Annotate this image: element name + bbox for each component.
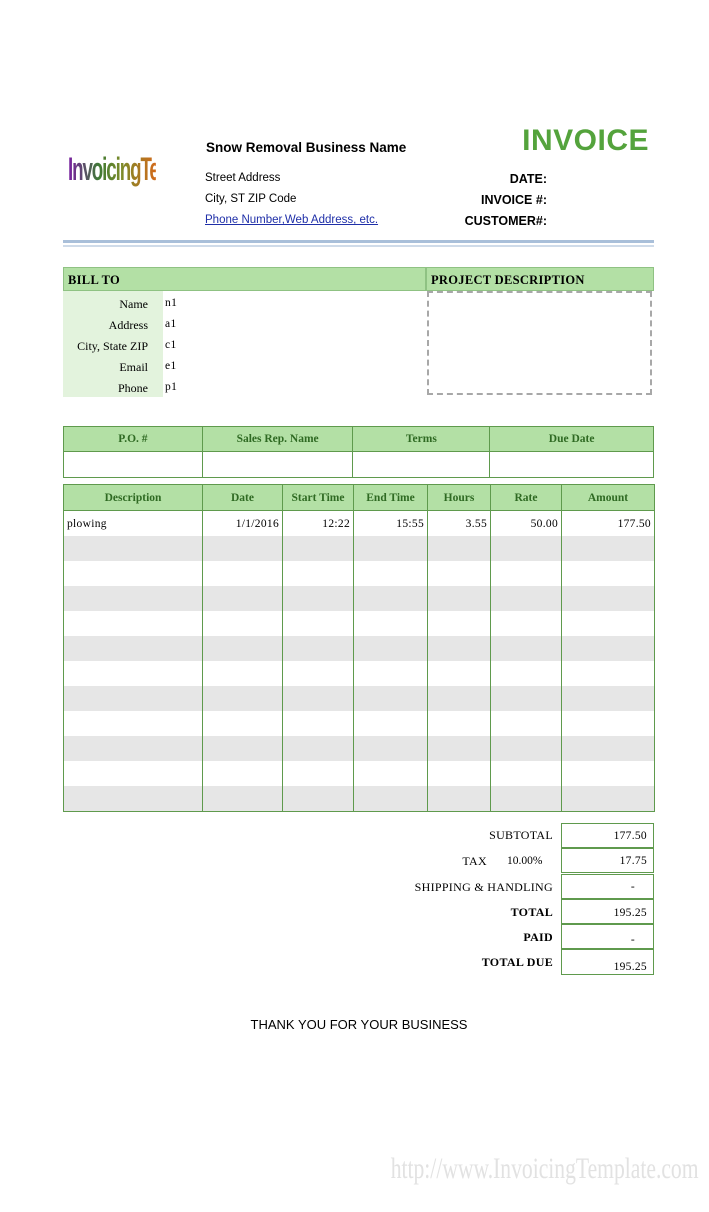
city-state-zip-value[interactable]: c1 bbox=[165, 339, 177, 351]
sales-rep-header: Sales Rep. Name bbox=[202, 427, 353, 452]
table-row bbox=[64, 511, 655, 537]
total-due-label: TOTAL DUE bbox=[481, 955, 553, 969]
line-items-table bbox=[63, 484, 655, 812]
tax-label: TAX bbox=[462, 854, 487, 868]
po-number-cell[interactable] bbox=[64, 452, 203, 478]
table-row[interactable] bbox=[64, 636, 655, 661]
table-row[interactable] bbox=[64, 586, 655, 611]
thank-you-message: THANK YOU FOR YOUR BUSINESS bbox=[250, 1017, 468, 1032]
terms-cell[interactable] bbox=[353, 452, 490, 478]
shipping-box[interactable] bbox=[561, 874, 654, 899]
customer-number-label: CUSTOMER#: bbox=[464, 214, 547, 228]
header-divider bbox=[63, 240, 654, 243]
table-row[interactable] bbox=[64, 561, 655, 586]
date-label: DATE: bbox=[509, 172, 547, 186]
total-due-value: 195.25 bbox=[613, 961, 647, 973]
table-row[interactable] bbox=[64, 736, 655, 761]
tax-rate[interactable]: 10.00% bbox=[507, 855, 543, 867]
total-label: TOTAL bbox=[510, 905, 553, 919]
bill-to-header bbox=[63, 267, 426, 291]
shipping-label: SHIPPING & HANDLING bbox=[414, 880, 553, 894]
invoice-title: INVOICE bbox=[522, 124, 649, 157]
paid-box[interactable] bbox=[561, 924, 654, 949]
subtotal-box bbox=[561, 823, 654, 848]
item-date[interactable]: 1/1/2016 bbox=[203, 511, 283, 537]
paid-value: - bbox=[630, 934, 635, 946]
bill-to-labels bbox=[63, 291, 163, 397]
table-row[interactable] bbox=[64, 786, 655, 812]
amount-header: Amount bbox=[562, 485, 655, 511]
website-watermark: http://www.InvoicingTemplate.com bbox=[391, 1152, 699, 1185]
item-hours[interactable]: 3.55 bbox=[428, 511, 491, 537]
address-value[interactable]: a1 bbox=[165, 318, 177, 330]
total-box bbox=[561, 899, 654, 924]
sales-rep-cell[interactable] bbox=[202, 452, 353, 478]
phone-label: Phone bbox=[118, 381, 148, 395]
project-description-title: PROJECT DESCRIPTION bbox=[431, 273, 585, 287]
total-due-box bbox=[561, 949, 654, 975]
item-start-time[interactable]: 12:22 bbox=[283, 511, 354, 537]
item-end-time[interactable]: 15:55 bbox=[354, 511, 428, 537]
date-header: Date bbox=[203, 485, 283, 511]
rate-header: Rate bbox=[491, 485, 562, 511]
total-value: 195.25 bbox=[613, 907, 647, 919]
description-header: Description bbox=[64, 485, 203, 511]
project-description-header bbox=[426, 267, 654, 291]
subtotal-value: 177.50 bbox=[613, 830, 647, 842]
po-number-header: P.O. # bbox=[64, 427, 203, 452]
email-value[interactable]: e1 bbox=[165, 360, 177, 372]
name-label: Name bbox=[119, 297, 148, 311]
table-row[interactable] bbox=[64, 611, 655, 636]
hours-header: Hours bbox=[428, 485, 491, 511]
business-name: Snow Removal Business Name bbox=[206, 140, 407, 155]
terms-header: Terms bbox=[353, 427, 490, 452]
subtotal-label: SUBTOTAL bbox=[489, 828, 553, 842]
contact-link[interactable]: Phone Number,Web Address, etc. bbox=[205, 214, 379, 226]
email-label: Email bbox=[119, 360, 148, 374]
tax-box bbox=[561, 848, 654, 873]
table-row[interactable] bbox=[64, 661, 655, 686]
due-date-header: Due Date bbox=[490, 427, 654, 452]
table-row[interactable] bbox=[64, 686, 655, 711]
bill-to-title: BILL TO bbox=[68, 273, 121, 287]
tax-value: 17.75 bbox=[619, 855, 647, 867]
company-logo: InvoicingTemplates bbox=[68, 150, 156, 210]
phone-value[interactable]: p1 bbox=[165, 381, 178, 393]
order-info-table bbox=[63, 426, 654, 478]
item-description[interactable]: plowing bbox=[64, 511, 203, 537]
table-row[interactable] bbox=[64, 536, 655, 561]
start-time-header: Start Time bbox=[283, 485, 354, 511]
street-address: Street Address bbox=[205, 172, 281, 184]
due-date-cell[interactable] bbox=[490, 452, 654, 478]
item-rate[interactable]: 50.00 bbox=[491, 511, 562, 537]
project-description-box[interactable] bbox=[427, 291, 652, 395]
header-divider-shadow bbox=[63, 245, 654, 247]
shipping-value: - bbox=[630, 881, 635, 893]
table-row[interactable] bbox=[64, 761, 655, 786]
address-label: Address bbox=[108, 318, 148, 332]
name-value[interactable]: n1 bbox=[165, 297, 178, 309]
city-state-zip: City, ST ZIP Code bbox=[205, 193, 297, 205]
invoice-number-label: INVOICE #: bbox=[481, 193, 547, 207]
end-time-header: End Time bbox=[354, 485, 428, 511]
city-state-zip-label: City, State ZIP bbox=[77, 339, 148, 353]
paid-label: PAID bbox=[523, 930, 553, 944]
table-row[interactable] bbox=[64, 711, 655, 736]
item-amount[interactable]: 177.50 bbox=[562, 511, 655, 537]
